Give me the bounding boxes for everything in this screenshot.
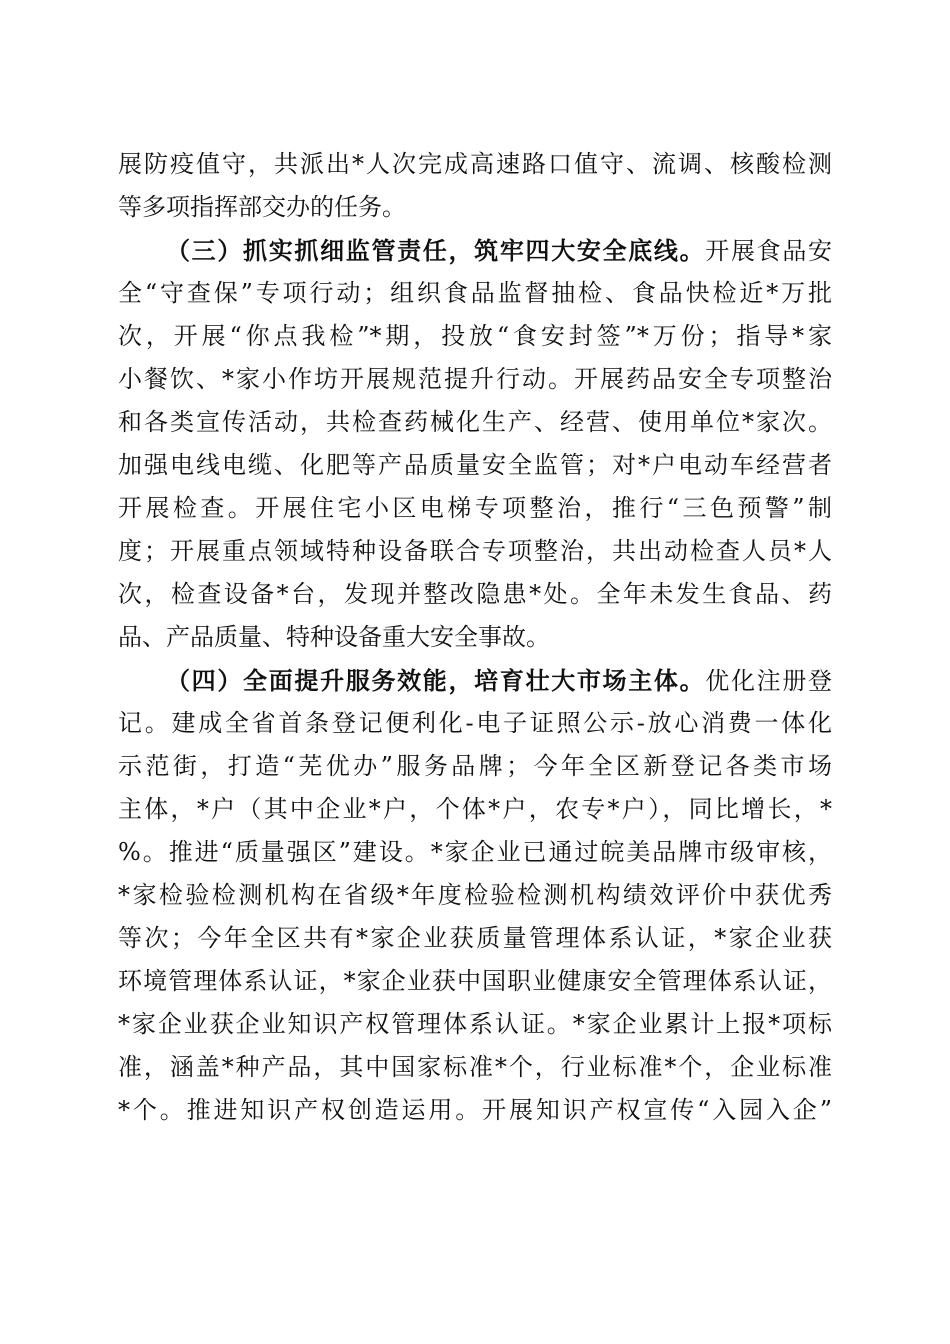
text-line: 示范街，打造“芜优办”服务品牌；今年全区新登记各类市场 — [118, 752, 832, 780]
text-line: 次，开展“你点我检”*期，投放“食安封签”*万份；指导*家 — [118, 322, 832, 350]
text-line: 度；开展重点领域特种设备联合专项整治，共出动检查人员*人 — [118, 537, 832, 565]
text-line: 次，检查设备*台，发现并整改隐患*处。全年未发生食品、药 — [118, 580, 832, 608]
text-line: *家企业获企业知识产权管理体系认证。*家企业累计上报*项标 — [118, 1010, 832, 1038]
section-heading-4: （四）全面提升服务效能，培育壮大市场主体。 — [166, 666, 706, 695]
paragraph-safety-supervision — [118, 229, 832, 659]
text-line: 加强电线电缆、化肥等产品质量安全监管；对*户电动车经营者 — [118, 451, 832, 479]
text-line: 环境管理体系认证，*家企业获中国职业健康安全管理体系认证， — [118, 967, 832, 995]
heading-line-rest: 优化注册登 — [705, 667, 832, 695]
text-line: *家检验检测机构在省级*年度检验检测机构绩效评价中获优秀 — [118, 881, 832, 909]
document-page — [118, 143, 832, 1132]
text-line: 品、产品质量、特种设备重大安全事故。 — [118, 623, 550, 651]
text-line: 等次；今年全区共有*家企业获质量管理体系认证，*家企业获 — [118, 924, 832, 952]
text-line: 记。建成全省首条登记便利化-电子证照公示-放心消费一体化 — [118, 709, 832, 737]
heading-line-rest: 开展食品安 — [705, 237, 832, 265]
text-line: 和各类宣传活动，共检查药械化生产、经营、使用单位*家次。 — [118, 408, 832, 436]
text-line: 等多项指挥部交办的任务。 — [118, 193, 406, 221]
text-line: 开展检查。开展住宅小区电梯专项整治，推行“三色预警”制 — [118, 494, 832, 522]
text-line: 主体，*户（其中企业*户，个体*户，农专*户），同比增长，* — [118, 795, 832, 823]
text-line: 小餐饮、*家小作坊开展规范提升行动。开展药品安全专项整治 — [118, 365, 832, 393]
paragraph-epidemic-duty — [118, 143, 832, 229]
text-line: %。推进“质量强区”建设。*家企业已通过皖美品牌市级审核， — [118, 838, 832, 866]
text-line: 准，涵盖*种产品，其中国家标准*个，行业标准*个，企业标准 — [118, 1053, 832, 1081]
text-line: 展防疫值守，共派出*人次完成高速路口值守、流调、核酸检测 — [118, 150, 832, 178]
text-line: *个。推进知识产权创造运用。开展知识产权宣传“入园入企” — [118, 1096, 832, 1124]
text-line — [118, 659, 832, 702]
text-line — [118, 229, 832, 272]
text-line: 全“守查保”专项行动；组织食品监督抽检、食品快检近*万批 — [118, 279, 832, 307]
section-heading-3: （三）抓实抓细监管责任，筑牢四大安全底线。 — [166, 236, 706, 265]
paragraph-service-efficiency — [118, 659, 832, 1132]
